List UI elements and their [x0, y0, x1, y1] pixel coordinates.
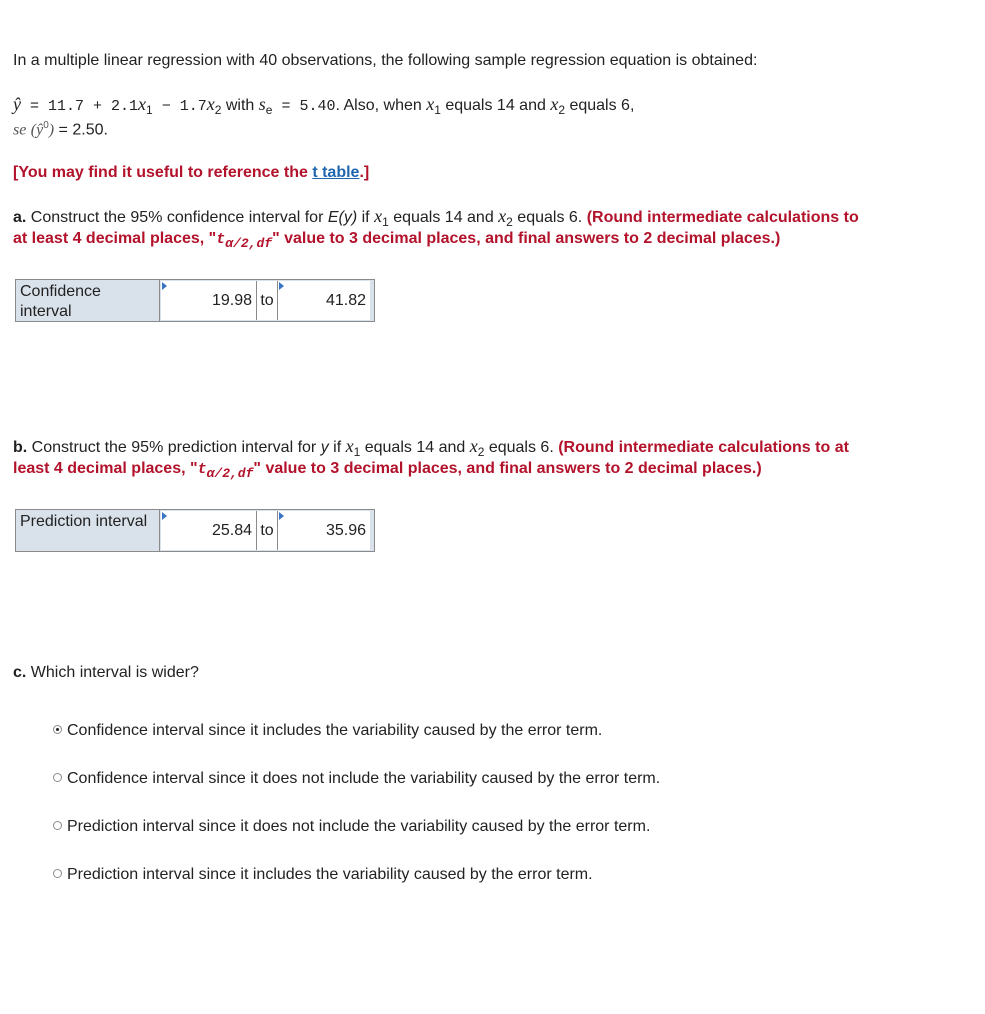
equation-part-3: = 5.40: [272, 98, 336, 115]
part-a-x2-sub: 2: [506, 215, 513, 229]
part-b-instruction-1: (Round intermediate calculations to at: [558, 439, 849, 456]
part-b-text-1: Construct the 95% prediction interval for: [27, 439, 321, 456]
equation-part-1: = 11.7 + 2.1: [21, 98, 139, 115]
confidence-lower-input[interactable]: [161, 281, 256, 320]
part-a-text-3: equals 14 and: [388, 209, 499, 226]
option-1-label: Confidence interval since it includes the variability caused by the error term.: [67, 722, 603, 739]
reference-prefix: [You may find it useful to reference the: [13, 164, 313, 181]
t-table-link[interactable]: t table: [312, 164, 360, 181]
part-a-instruction-2: at least 4 decimal places, ": [13, 230, 217, 247]
confidence-interval-label: Confidence interval: [16, 280, 160, 321]
confidence-upper-input[interactable]: [278, 281, 370, 320]
x1-subscript-2: 1: [434, 103, 441, 117]
reference-suffix: .]: [359, 164, 370, 181]
x2-symbol: x: [206, 94, 215, 114]
intro-text: In a multiple linear regression with 40 observations, the following sample regression equation is obtained:: [13, 52, 758, 69]
confidence-interval-table: [15, 279, 375, 322]
se-symbol: s: [258, 94, 266, 114]
option-4[interactable]: [53, 866, 593, 884]
part-b-t-subscript: α/2,df: [206, 466, 254, 481]
prediction-lower-value: 25.84: [211, 521, 252, 539]
x1-symbol-2: x: [426, 94, 435, 114]
radio-button-option-1[interactable]: [53, 725, 62, 734]
part-b-text-2: if: [328, 439, 346, 456]
prediction-lower-input[interactable]: [161, 511, 256, 550]
confidence-to-label: to: [256, 281, 278, 320]
part-b-x1: x: [345, 436, 354, 456]
flag-icon: [162, 512, 167, 520]
equals-14-text: equals 14 and: [440, 97, 551, 114]
option-1[interactable]: [53, 722, 602, 740]
x1-subscript: 1: [146, 103, 153, 117]
x1-symbol: x: [138, 94, 147, 114]
standard-error-line: [13, 120, 108, 139]
part-b-x1-sub: 1: [353, 445, 361, 459]
part-a-text-4: equals 6.: [512, 209, 587, 226]
se-paren-open: (ŷ: [30, 121, 44, 139]
option-3-label: Prediction interval since it does not include the variability caused by the error term.: [67, 818, 651, 835]
part-b-instruction-3: " value to 3 decimal places, and final answers to 2 decimal places.): [253, 460, 762, 477]
part-a-text-2: if: [357, 209, 375, 226]
prediction-interval-label: Prediction interval: [16, 510, 160, 551]
part-a-question-line-1: [13, 206, 859, 227]
part-c-question: [13, 664, 199, 682]
part-a-letter: a.: [13, 209, 27, 226]
radio-button-option-2[interactable]: [53, 773, 62, 782]
option-2[interactable]: [53, 770, 660, 788]
part-b-text-3: equals 14 and: [360, 439, 470, 456]
part-a-t-subscript: α/2,df: [225, 236, 273, 251]
ey-symbol: E(y): [327, 209, 358, 226]
with-word: with: [221, 97, 259, 114]
x2-subscript-2: 2: [558, 103, 565, 117]
equation-part-2: − 1.7: [152, 98, 207, 115]
part-a-instruction-1: (Round intermediate calculations to: [586, 209, 859, 226]
se-superscript: 0: [43, 120, 49, 131]
part-a-text-1: Construct the 95% confidence interval for: [26, 209, 328, 226]
part-b-question-line-2: [13, 460, 762, 481]
part-b-x2: x: [469, 436, 478, 456]
part-b-instruction-2: least 4 decimal places, ": [13, 460, 198, 477]
flag-icon: [162, 282, 167, 290]
se-paren-close: ): [48, 121, 55, 139]
flag-icon: [279, 512, 284, 520]
equals-6-text: equals 6,: [565, 97, 635, 114]
se-value: = 2.50.: [54, 121, 108, 139]
y-hat-symbol: ŷ: [13, 94, 21, 114]
part-a-x2: x: [498, 206, 507, 226]
x2-subscript: 2: [214, 103, 222, 117]
part-a-t-symbol: t: [216, 231, 226, 248]
prediction-upper-value: 35.96: [325, 521, 366, 539]
x2-symbol-2: x: [550, 94, 559, 114]
flag-icon: [279, 282, 284, 290]
y-symbol: y: [320, 439, 329, 456]
se-subscript: e: [265, 103, 273, 117]
part-c-letter: c.: [13, 664, 27, 681]
part-b-letter: b.: [13, 439, 28, 456]
reference-line: [13, 164, 369, 182]
option-3[interactable]: [53, 818, 650, 836]
part-b-text-4: equals 6.: [484, 439, 559, 456]
part-b-t-symbol: t: [197, 461, 207, 478]
regression-equation: [13, 94, 634, 115]
confidence-lower-value: 19.98: [211, 291, 252, 309]
also-text: . Also, when: [335, 97, 427, 114]
prediction-interval-table: [15, 509, 375, 552]
radio-button-option-3[interactable]: [53, 821, 62, 830]
option-4-label: Prediction interval since it includes the variability caused by the error term.: [67, 866, 593, 883]
confidence-upper-value: 41.82: [325, 291, 366, 309]
part-c-text: Which interval is wider?: [26, 664, 199, 681]
part-b-x2-sub: 2: [477, 445, 485, 459]
prediction-upper-input[interactable]: [278, 511, 370, 550]
radio-button-option-4[interactable]: [53, 869, 62, 878]
part-a-question-line-2: [13, 230, 781, 251]
part-a-x1: x: [374, 206, 383, 226]
se-label: se: [13, 121, 27, 139]
part-a-x1-sub: 1: [382, 215, 389, 229]
option-2-label: Confidence interval since it does not include the variability caused by the error term.: [67, 770, 661, 787]
part-b-question-line-1: [13, 436, 849, 457]
part-a-instruction-3: " value to 3 decimal places, and final answers to 2 decimal places.): [272, 230, 781, 247]
prediction-to-label: to: [256, 511, 278, 550]
